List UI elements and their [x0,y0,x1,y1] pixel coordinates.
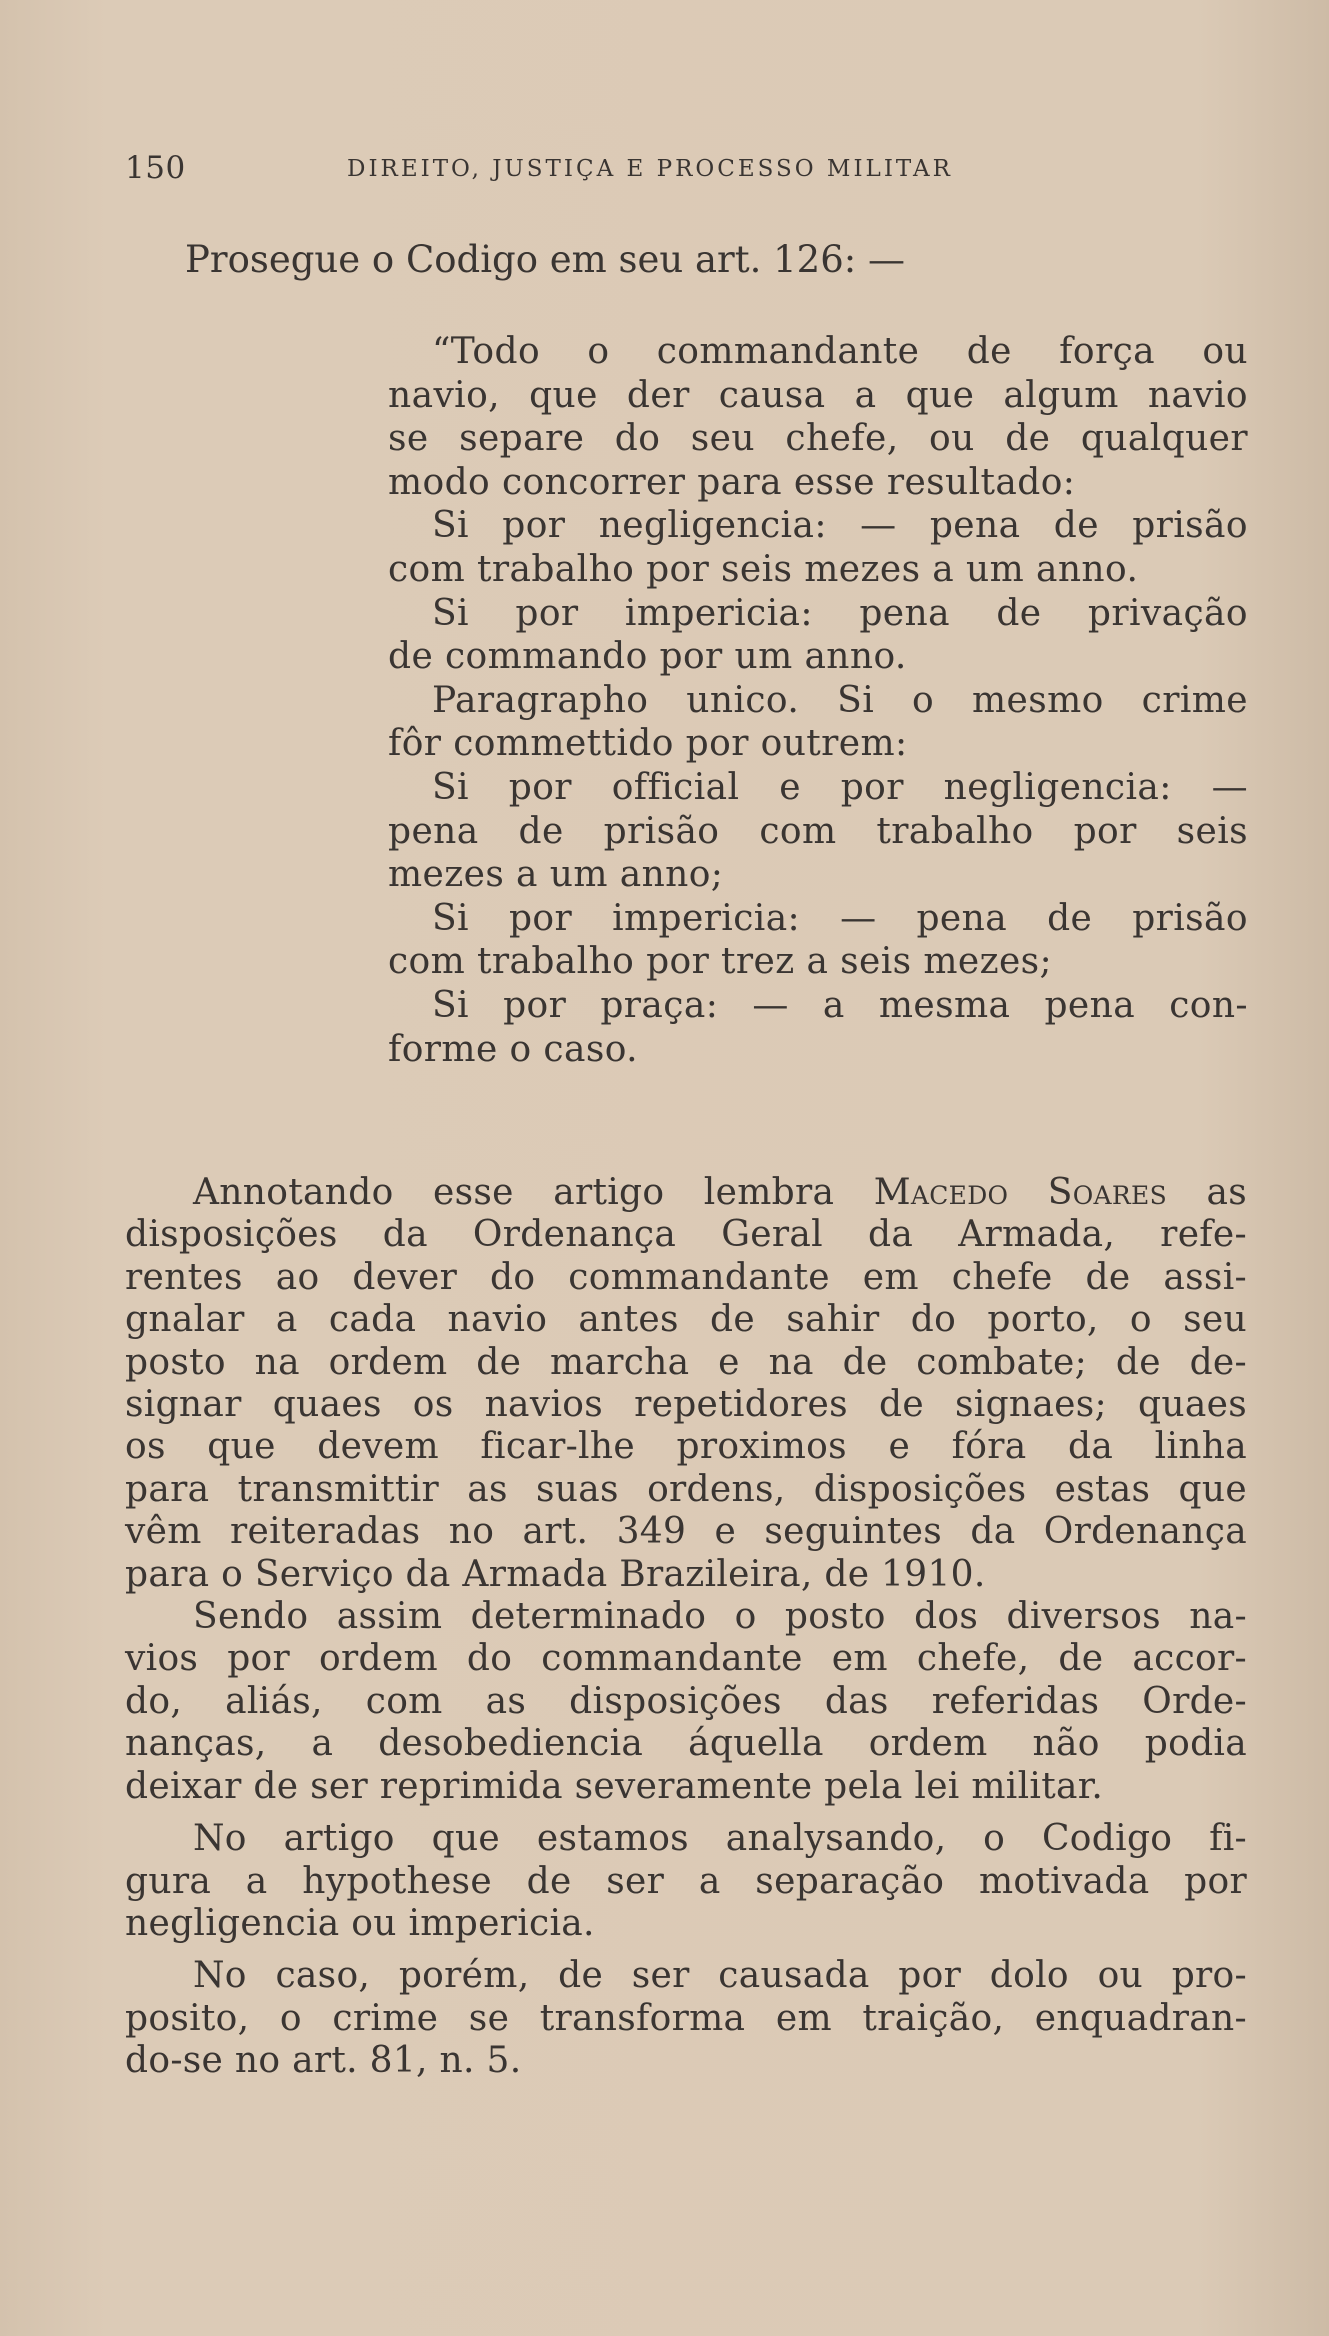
body-line: Sendo assim determinado o posto dos diversos na- [193,1596,1247,1638]
body-text: as [1206,1172,1247,1213]
paragraph-gap [125,1945,1247,1955]
body-line: do-se no art. 81, n. 5. [125,2040,522,2082]
paragraph-1 [125,1172,1247,1596]
quote-line: modo concorrer para esse resultado: [388,461,1076,503]
quote-line: “Todo o commandante de força ou [432,331,1248,372]
body-line: para o Serviço da Armada Brazileira, de 1910. [125,1553,986,1595]
quote-line: com trabalho por trez a seis mezes; [388,941,1053,983]
body-line: rentes ao dever do commandante em chefe de assi- [125,1256,1247,1298]
quote-line: navio, que der causa a que algum navio [388,374,1248,416]
page-header [125,150,1235,190]
body-line: deixar de ser reprimida severamente pela lei militar. [125,1765,1104,1807]
paragraph-2 [125,1596,1247,1808]
paragraph-gap [125,1808,1247,1818]
quote-line: pena de prisão com trabalho por seis [388,810,1248,852]
quote-line: fôr commettido por outrem: [388,723,908,765]
body-line: signar quaes os navios repetidores de signaes; quaes [125,1384,1247,1426]
body-line: gura a hypothese de ser a separação motivada por [125,1860,1247,1902]
body-line: No caso, porém, de ser causada por dolo ou pro- [193,1955,1247,1997]
running-head: DIREITO, JUSTIÇA E PROCESSO MILITAR [347,156,953,182]
body-line: os que devem ficar-lhe proximos e fóra da linha [125,1426,1247,1468]
quote-line: mezes a um anno; [388,854,724,896]
quote-line: com trabalho por seis mezes a um anno. [388,548,1139,590]
intro-line: Prosegue o Codigo em seu art. 126: — [185,238,905,281]
author-name: Macedo Soares [873,1172,1167,1213]
quote-line: Si por negligencia: — pena de prisão [432,505,1248,547]
quote-line: de commando por um anno. [388,636,907,678]
quote-line: Si por impericia: pena de privação [432,592,1248,634]
body-line [125,1172,1247,1214]
body-line: vêm reiteradas no art. 349 e seguintes da Ordenança [125,1511,1247,1553]
quote-line: Si por praça: — a mesma pena con- [432,984,1248,1026]
body-line: posto na ordem de marcha e na de combate; de de- [125,1341,1247,1383]
body-line: disposições da Ordenança Geral da Armada, refe- [125,1214,1247,1256]
quote-line: Paragrapho unico. Si o mesmo crime [432,679,1248,721]
body-line: No artigo que estamos analysando, o Codigo fi- [193,1818,1247,1860]
body-line: vios por ordem do commandante em chefe, de accor- [125,1638,1247,1680]
body-line: nanças, a desobediencia áquella ordem não podia [125,1723,1247,1765]
body-line: posito, o crime se transforma em traição, enquadran- [125,1997,1247,2039]
body-text: Annotando esse artigo lembra [193,1172,835,1213]
quote-line: forme o caso. [388,1028,638,1070]
body-line: gnalar a cada navio antes de sahir do porto, o seu [125,1299,1247,1341]
body-line: do, aliás, com as disposições das referidas Orde- [125,1680,1247,1722]
quoted-article [388,330,1248,1071]
quote-line: Si por official e por negligencia: — [432,766,1248,808]
quote-line: se separe do seu chefe, ou de qualquer [388,418,1248,460]
page-number: 150 [125,150,186,186]
commentary [125,1172,1247,2083]
body-line: para transmittir as suas ordens, disposições estas que [125,1468,1247,1510]
quote-line: Si por impericia: — pena de prisão [432,897,1248,939]
body-line: negligencia ou impericia. [125,1902,595,1944]
paragraph-3 [125,1818,1247,1945]
paragraph-4 [125,1955,1247,2082]
